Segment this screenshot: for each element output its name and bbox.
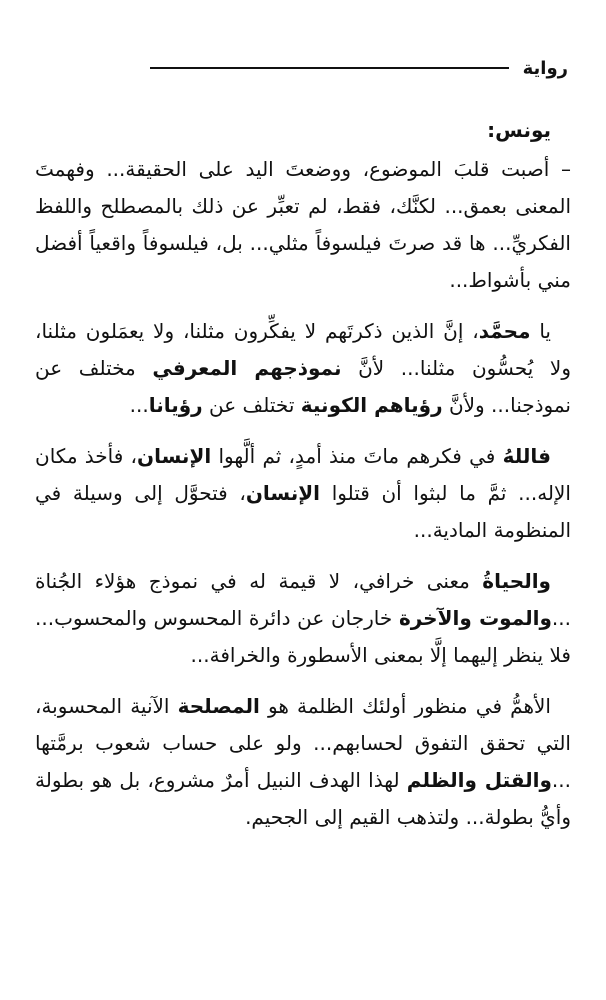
text-run: – أصبت قلبَ الموضوع، ووضعتَ اليد على الحقيقة... وفهمتَ المعنى بعمق... لكنَّك، فقط، لم تعبِّر عن ذلك بالمصطلح واللفظ الفكريِّ... ها قد صرتَ فيلسوفاً مثلي... بل، فيلسوفاً واقعياً أفضل مني بأشواط...	[35, 157, 571, 292]
text-run: ، إنَّ الذين ذكرتَهم لا يفكِّرون مثلنا، ولا يعمَلون مثلنا، ولا يُحسُّون مثلنا... لأنَّ	[35, 319, 571, 380]
text-run: الأهمُّ في منظور أولئك الظلمة هو	[259, 694, 551, 718]
paragraph	[35, 563, 571, 674]
text-run: معنى خرافي، لا قيمة له في نموذج هؤلاء الجُناة ...	[35, 569, 571, 630]
bold-phrase: والقتل والظلم	[406, 768, 552, 792]
bold-phrase: والحياةُ	[482, 569, 551, 593]
bold-phrase: رؤيانا	[148, 393, 203, 417]
page-body	[35, 112, 571, 850]
text-run: ...	[129, 393, 149, 417]
paragraph	[35, 688, 571, 836]
text-run: في فكرهم ماتَ منذ أمدٍ، ثم ألَّهوا	[211, 444, 503, 468]
bold-phrase: نموذجهم المعرفي	[152, 356, 342, 380]
text-run: يا	[530, 319, 551, 343]
paragraph-list	[35, 151, 571, 836]
paragraph	[35, 151, 571, 299]
bold-phrase: المصلحة	[177, 694, 260, 718]
text-run: خارجان عن دائرة المحسوس والمحسوب... فلا ينظر إليهما إلَّا بمعنى الأسطورة والخرافة...	[35, 606, 571, 667]
text-run: الآنية المحسوبة، التي تحقق التفوق لحسابهم... ولو على حساب شعوب برمَّتها ...	[35, 694, 571, 792]
bold-phrase: محمَّد	[478, 319, 531, 343]
paragraph	[35, 438, 571, 549]
bold-phrase: فاللهُ	[502, 444, 552, 468]
text-run: مختلف عن نموذجنا... ولأنَّ	[35, 356, 571, 417]
bold-phrase: والموت والآخرة	[398, 606, 552, 630]
paragraph	[35, 313, 571, 424]
header-rule	[150, 67, 509, 69]
text-run: ، فأخذ مكان الإله... ثمَّ ما لبثوا أن قتلوا	[35, 444, 571, 505]
bold-phrase: رؤياهم الكونية	[300, 393, 443, 417]
bold-phrase: الإنسان	[245, 481, 321, 505]
bold-phrase: الإنسان	[137, 444, 212, 468]
text-run: ، فتحوَّل إلى وسيلة في المنظومة المادية...	[35, 481, 571, 542]
header-title: رواية	[522, 57, 568, 79]
speaker-name: يونس:	[487, 118, 551, 142]
running-header	[150, 55, 568, 81]
text-run: تختلف عن	[202, 393, 301, 417]
text-run: لهذا الهدف النبيل أمرٌ مشروع، بل هو بطولة وأيُّ بطولة... ولتذهب القيم إلى الجحيم.	[35, 768, 571, 829]
